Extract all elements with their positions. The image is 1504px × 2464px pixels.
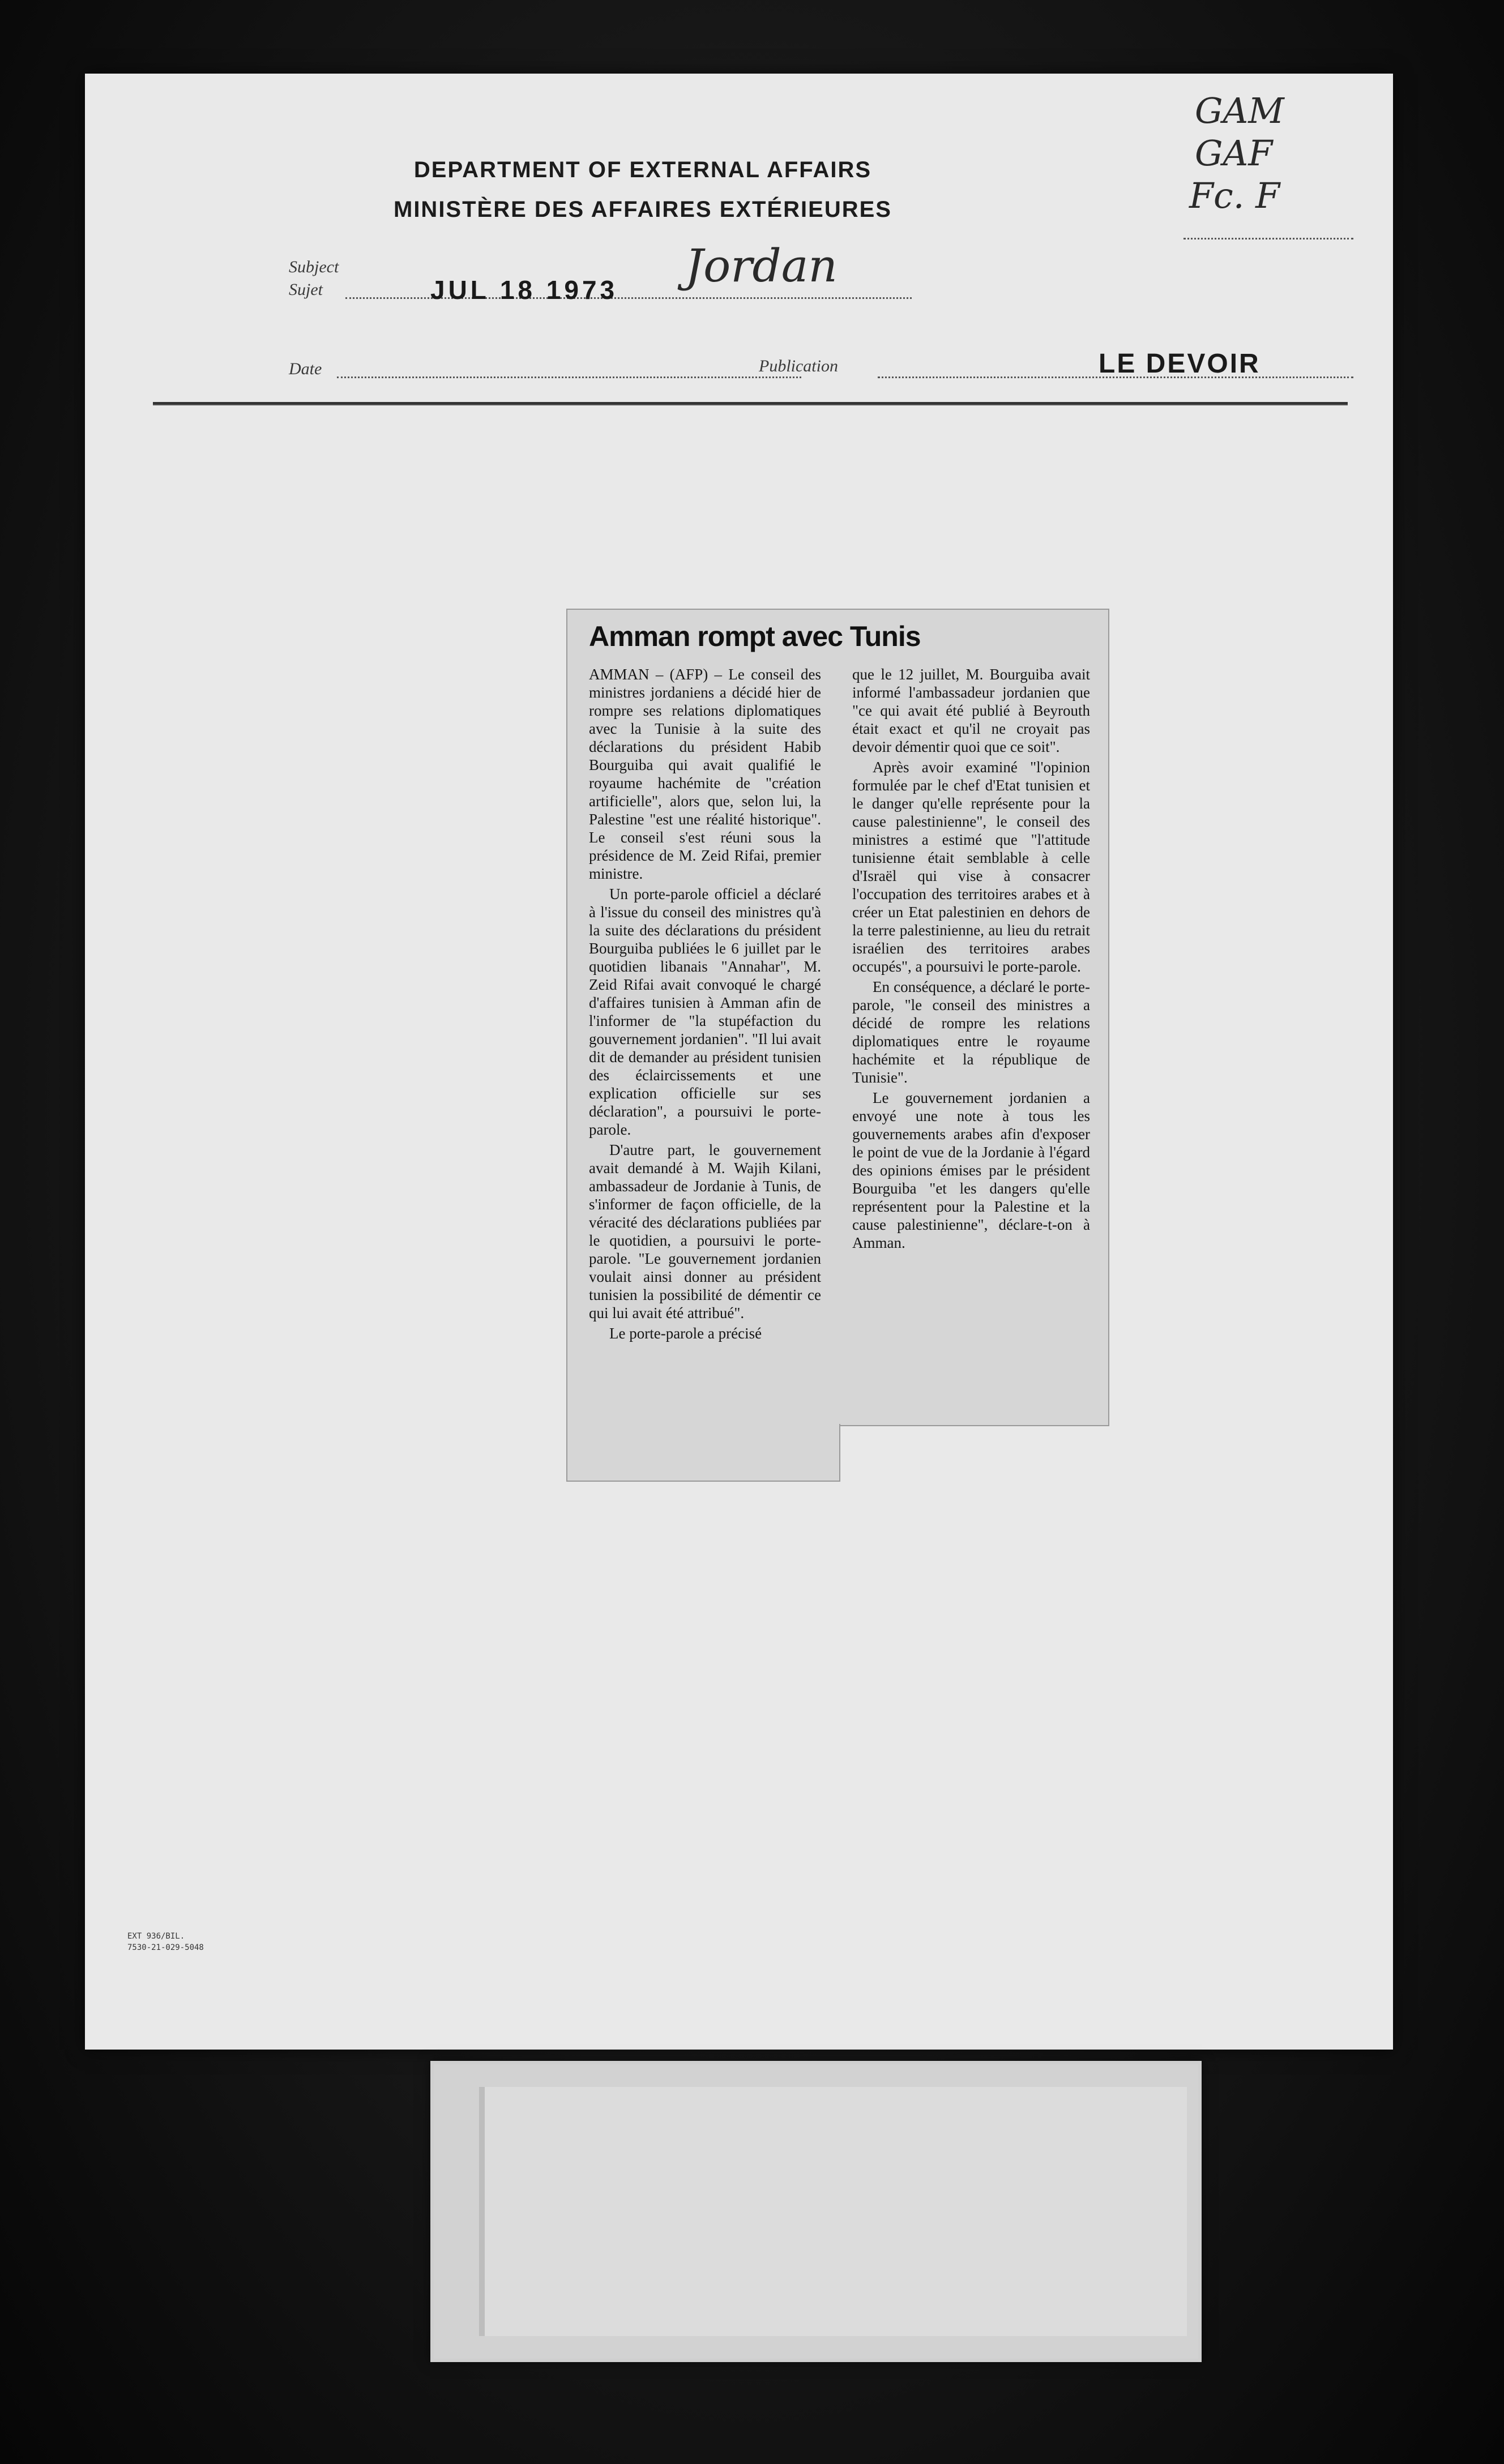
article-left-column bbox=[589, 665, 821, 1345]
article-paragraph: que le 12 juillet, M. Bourguiba avait informé l'ambassadeur jordanien que "ce qui avait été publié à Beyrouth était exact et qu'il ne croyait pas devoir démentir quoi que ce soit". bbox=[852, 666, 1090, 755]
article-paragraph: AMMAN – (AFP) – Le conseil des ministres jordaniens a décidé hier de rompre ses relations diplomatiques avec la Tunisie à la suite des déclarations du président Habib Bourguiba qui avait qualifié le royaume hachémite de "création artificielle", alors que, selon lui, la Palestine "est une réalité historique". Le conseil s'est réuni sous la présidence de M. Zeid Rifai, premier ministre. bbox=[589, 666, 821, 882]
clipping-form-sheet bbox=[85, 74, 1393, 2050]
clipping-paper-tab bbox=[566, 1424, 840, 1482]
subject-label-fr: Sujet bbox=[289, 280, 323, 299]
article-paragraph: Après avoir examiné "l'opinion formulée par le chef d'Etat tunisien et le danger qu'elle représente pour la cause palestinienne", le conseil des ministres a estimé que "l'attitude tunisienne était semblable à celle d'Israël qui vise à consacrer l'occupation des territoires arabes et à créer un Etat palestinien en dehors de la terre palestinienne, au lieu du retrait israélien des territoires arabes occupés", a poursuivi le porte-parole. bbox=[852, 759, 1090, 975]
publication-stamp: LE DEVOIR bbox=[1099, 349, 1261, 379]
newspaper-clipping bbox=[566, 609, 1107, 1481]
article-paragraph: Le gouvernement jordanien a envoyé une note à tous les gouvernements arabes afin d'exposer le point de vue de la Jordanie à l'égard des opinions émises par le président Bourguiba "et les dangers qu'elle représentent pour la Palestine et la cause palestinienne", déclare-t-on à Amman. bbox=[852, 1089, 1090, 1251]
publication-label: Publication bbox=[759, 357, 838, 375]
clipping-headline: Amman rompt avec Tunis bbox=[589, 621, 921, 652]
department-name-french: MINISTÈRE DES AFFAIRES EXTÉRIEURES bbox=[394, 197, 892, 222]
form-code-line-2: 7530-21-029-5048 bbox=[127, 1943, 204, 1952]
form-code-line-1: EXT 936/BIL. bbox=[127, 1932, 185, 1941]
date-label: Date bbox=[289, 360, 322, 378]
annotation-underline bbox=[1183, 238, 1353, 239]
article-paragraph: D'autre part, le gouvernement avait demandé à M. Wajih Kilani, ambassadeur de Jordanie à Tunis, de s'informer de façon officielle, de la véracité des déclarations publiées par le quotidien, a poursuivi le porte-parole. "Le gouvernement jordanien voulait ainsi donner au président tunisien la possibilité de démentir ce qui lui avait été attribué". bbox=[589, 1141, 821, 1321]
article-paragraph: En conséquence, a déclaré le porte-parole, "le conseil des ministres a décidé de rompre les relations diplomatiques entre le royaume hachémite et la république de Tunisie". bbox=[852, 978, 1090, 1086]
article-paragraph: Un porte-parole officiel a déclaré à l'issue du conseil des ministres qu'à la suite des déclarations du président Bourguiba publiées le 6 juillet par le quotidien libanais "Annahar", M. Zeid Rifai avait convoqué le chargé d'affaires tunisien à Amman afin de l'informer de "la stupéfaction du gouvernement jordanien". "Il lui avait dit de demander au président tunisien des éclaircissements et une explication officielle sur ses déclaration", a poursuivi le porte-parole. bbox=[589, 886, 821, 1138]
date-stamp: JUL 18 1973 bbox=[430, 275, 618, 305]
next-frame-card bbox=[430, 2061, 1202, 2362]
date-line bbox=[337, 377, 801, 378]
subject-label-en: Subject bbox=[289, 258, 339, 276]
annotation-3: Fc. F bbox=[1189, 175, 1280, 216]
article-paragraph: Le porte-parole a précisé bbox=[609, 1325, 762, 1342]
annotation-1: GAM bbox=[1195, 90, 1284, 131]
article-right-column bbox=[852, 665, 1090, 1254]
subject-value: Jordan bbox=[685, 239, 838, 292]
department-name-english: DEPARTMENT OF EXTERNAL AFFAIRS bbox=[413, 157, 872, 182]
next-frame-card-inner bbox=[479, 2087, 1187, 2336]
form-code bbox=[127, 1931, 204, 1953]
header-rule bbox=[153, 402, 1348, 405]
annotation-2: GAF bbox=[1195, 132, 1273, 174]
